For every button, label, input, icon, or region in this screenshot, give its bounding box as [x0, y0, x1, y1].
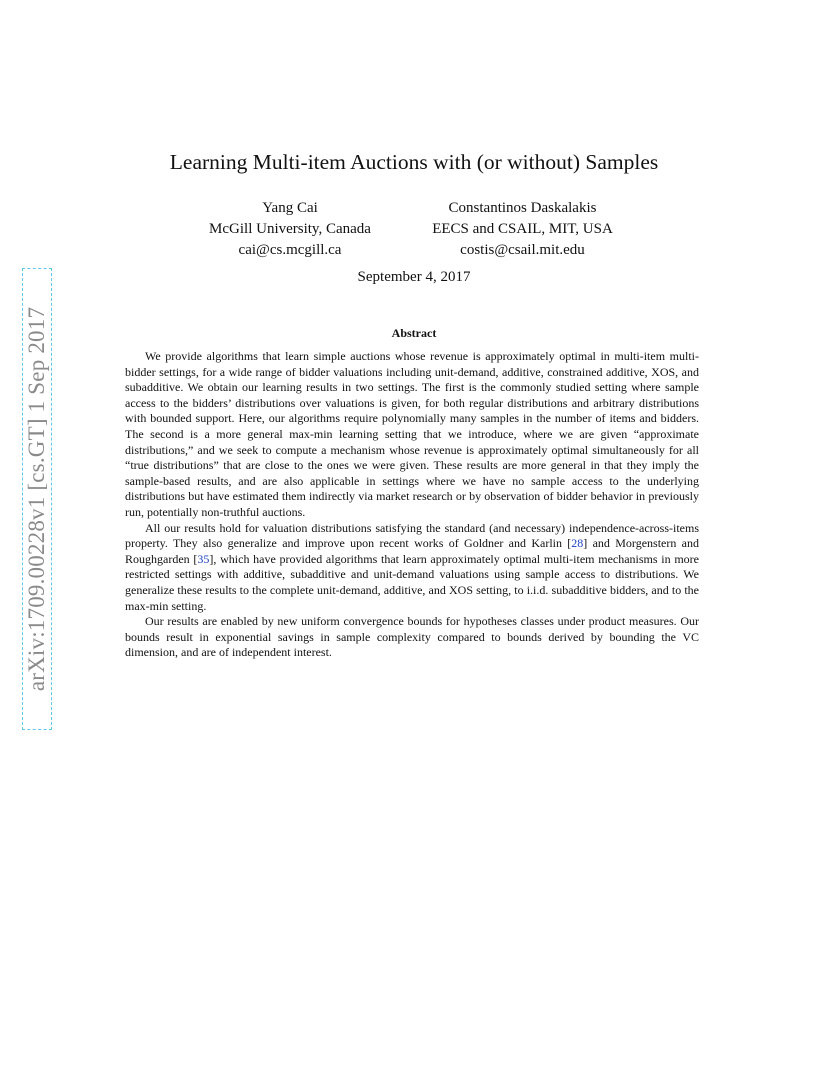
abstract-paragraph-2	[125, 521, 699, 615]
abstract-paragraph-3: Our results are enabled by new uniform convergence bounds for hypotheses classes under product measures. Our bounds result in exponential savings in sample complexity compared to bounds derived by bounding the VC dimension, and are of independent interest.	[125, 614, 699, 660]
paper-title: Learning Multi-item Auctions with (or without) Samples	[169, 150, 659, 174]
citation-link-28[interactable]: 28	[571, 536, 584, 551]
citation-link-35[interactable]: 35	[197, 551, 210, 566]
paper-date: September 4, 2017	[357, 269, 471, 285]
author-affiliation: McGill University, Canada	[209, 221, 371, 237]
abstract-body	[125, 349, 699, 661]
paragraph-text: ], which have provided algorithms that learn approximately optimal multi-item mechanisms in more restricted settings with additive, subadditive and unit-demand valuations using sample access to distributions. We generalize these results to the complete unit-demand, additive, and XOS setting, to i.i.d. subadditive bidders, and to the max-min setting.	[125, 551, 699, 613]
abstract-paragraph-1: We provide algorithms that learn simple auctions whose revenue is approximately optimal in multi-item multi-bidder settings, for a wide range of bidder valuations including unit-demand, additive, constrained additive, XOS, and subadditive. We obtain our learning results in two settings. The first is the commonly studied setting where sample access to the bidders’ distributions over valuations is given, for both regular distributions and arbitrary distributions with bounded support. Here, our algorithms require polynomially many samples in the number of items and bidders. The second is a more general max-min learning setting that we introduce, where we are given “approximate distributions,” and we seek to compute a mechanism whose revenue is approximately optimal simultaneously for all “true distributions” that are close to the ones we were given. These results are more general in that they imply the sample-based results, and are also applicable in settings where we have no sample access to the underlying distributions but have estimated them indirectly via market research or by observation of bidder behavior in previously run, potentially non-truthful auctions.	[125, 349, 699, 519]
paragraph-text: ] and Morgenstern and Roughgarden [	[125, 536, 699, 566]
arxiv-identifier-text: arXiv:1709.00228v1 [cs.GT] 1 Sep 2017	[24, 306, 49, 692]
author-email: cai@cs.mcgill.ca	[238, 242, 342, 258]
author-name: Constantinos Daskalakis	[448, 200, 597, 216]
paragraph-text: All our results hold for valuation distributions satisfying the standard (and necessary) independence-across-items property. They also generalize and improve upon recent works of Goldner and Karlin [	[125, 520, 699, 551]
abstract-heading: Abstract	[391, 326, 437, 340]
author-email: costis@csail.mit.edu	[460, 242, 585, 258]
author-block-2	[400, 198, 645, 261]
author-block-1	[180, 198, 400, 261]
author-name: Yang Cai	[262, 200, 318, 216]
author-affiliation: EECS and CSAIL, MIT, USA	[432, 221, 613, 237]
